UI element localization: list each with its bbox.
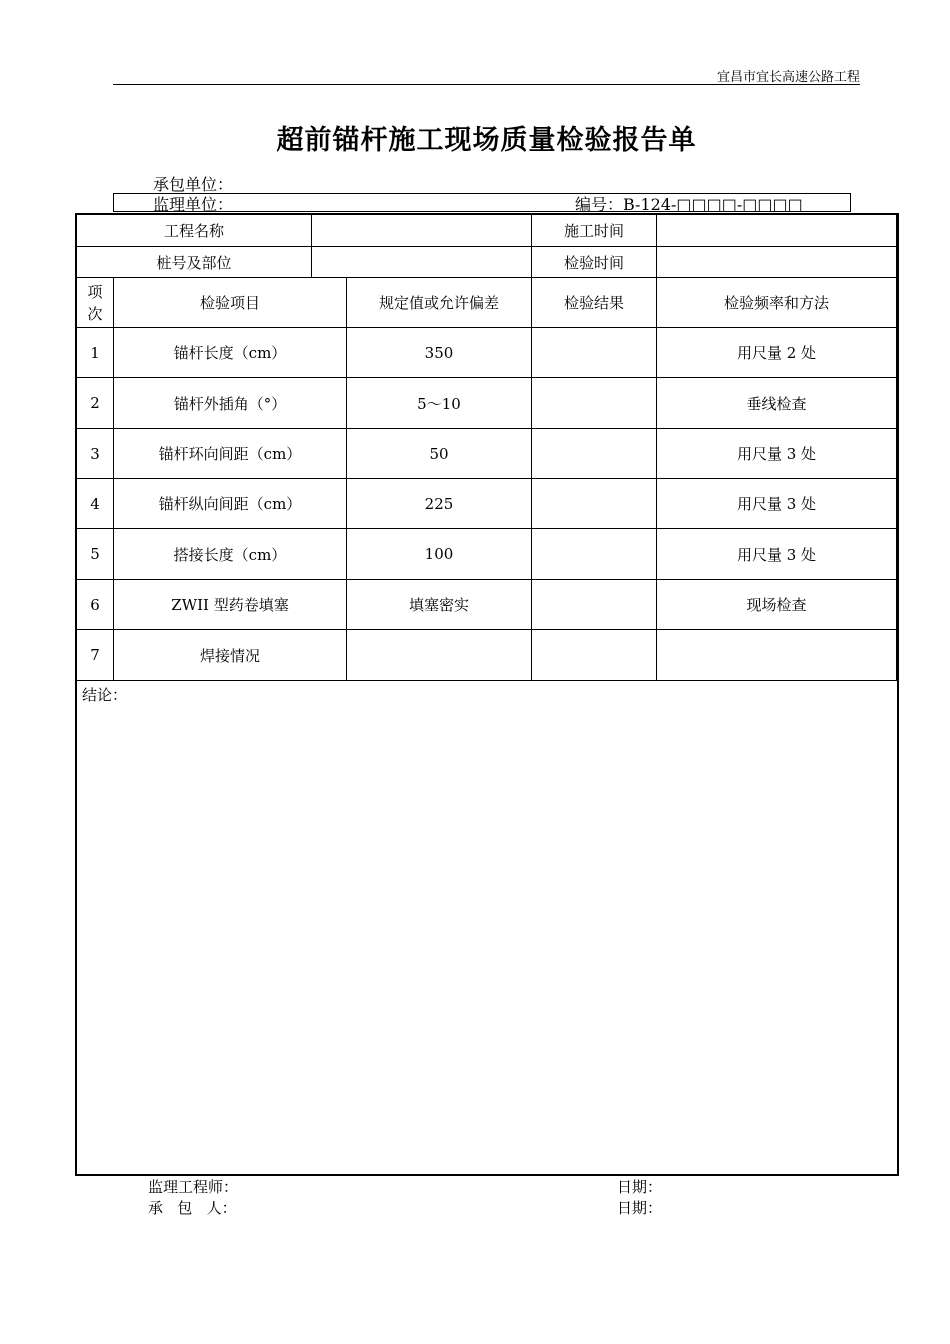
row-result[interactable] (532, 429, 657, 479)
table-row (77, 479, 897, 529)
column-header-row (77, 278, 897, 328)
row-spec: 350 (347, 328, 532, 378)
row-method: 现场检查 (657, 580, 897, 630)
table-row (77, 378, 897, 429)
table-row (77, 529, 897, 580)
supervisor-label: 监理单位： (153, 195, 234, 214)
col-spec-header: 规定值或允许偏差 (347, 278, 532, 328)
row-item: 锚杆环向间距（cm） (114, 429, 347, 479)
row-item: 锚杆长度（cm） (114, 328, 347, 378)
row-result[interactable] (532, 378, 657, 429)
construction-time-value[interactable] (657, 215, 897, 247)
header-rule (113, 84, 860, 85)
row-method: 用尺量 3 处 (657, 429, 897, 479)
station-value[interactable] (312, 247, 532, 278)
row-index: 5 (77, 529, 114, 580)
row-index: 1 (77, 328, 114, 378)
row-index: 7 (77, 630, 114, 681)
table-row (77, 429, 897, 479)
row-index: 4 (77, 479, 114, 529)
row-spec: 50 (347, 429, 532, 479)
row-method: 垂线检查 (657, 378, 897, 429)
row-result[interactable] (532, 529, 657, 580)
table-row (77, 328, 897, 378)
row-result[interactable] (532, 580, 657, 630)
row-index: 2 (77, 378, 114, 429)
project-name-value[interactable] (312, 215, 532, 247)
page-title: 超前锚杆施工现场质量检验报告单 (276, 125, 697, 156)
col-result-header: 检验结果 (532, 278, 657, 328)
form-code: 编号：B-124-□□□□-□□□□ (575, 195, 803, 214)
col-method-header: 检验频率和方法 (657, 278, 897, 328)
row-spec: 100 (347, 529, 532, 580)
engineer-date-label: 日期： (617, 1178, 663, 1196)
row-spec (347, 630, 532, 681)
row-index: 6 (77, 580, 114, 630)
row-item: 锚杆纵向间距（cm） (114, 479, 347, 529)
construction-time-label: 施工时间 (532, 215, 657, 247)
row-method: 用尺量 3 处 (657, 479, 897, 529)
table-row (77, 630, 897, 681)
row-method: 用尺量 3 处 (657, 529, 897, 580)
station-label: 桩号及部位 (77, 247, 312, 278)
row-index: 3 (77, 429, 114, 479)
row-method: 用尺量 2 处 (657, 328, 897, 378)
row-item: 焊接情况 (114, 630, 347, 681)
col-item-header: 检验项目 (114, 278, 347, 328)
row-spec: 225 (347, 479, 532, 529)
project-name-label: 工程名称 (77, 215, 312, 247)
inspection-time-label: 检验时间 (532, 247, 657, 278)
row-spec: 5～10 (347, 378, 532, 429)
contractor-label: 承包单位： (153, 175, 234, 194)
contractor-date-label: 日期： (617, 1199, 663, 1217)
conclusion-label: 结论： (82, 686, 128, 704)
row-item: 锚杆外插角（°） (114, 378, 347, 429)
row-method (657, 630, 897, 681)
engineer-label: 监理工程师： (148, 1178, 239, 1196)
row-result[interactable] (532, 479, 657, 529)
info-row-2 (77, 247, 897, 278)
row-spec: 填塞密实 (347, 580, 532, 630)
table-row (77, 580, 897, 630)
project-header: 宜昌市宜长高速公路工程 (716, 70, 860, 85)
row-result[interactable] (532, 630, 657, 681)
inspection-table (76, 214, 897, 681)
info-row-1 (77, 215, 897, 247)
row-item: ZWII 型药卷填塞 (114, 580, 347, 630)
row-item: 搭接长度（cm） (114, 529, 347, 580)
col-index-header: 项次 (77, 278, 114, 328)
inspection-time-value[interactable] (657, 247, 897, 278)
contractor-sign-label: 承 包 人： (148, 1199, 237, 1217)
row-result[interactable] (532, 328, 657, 378)
